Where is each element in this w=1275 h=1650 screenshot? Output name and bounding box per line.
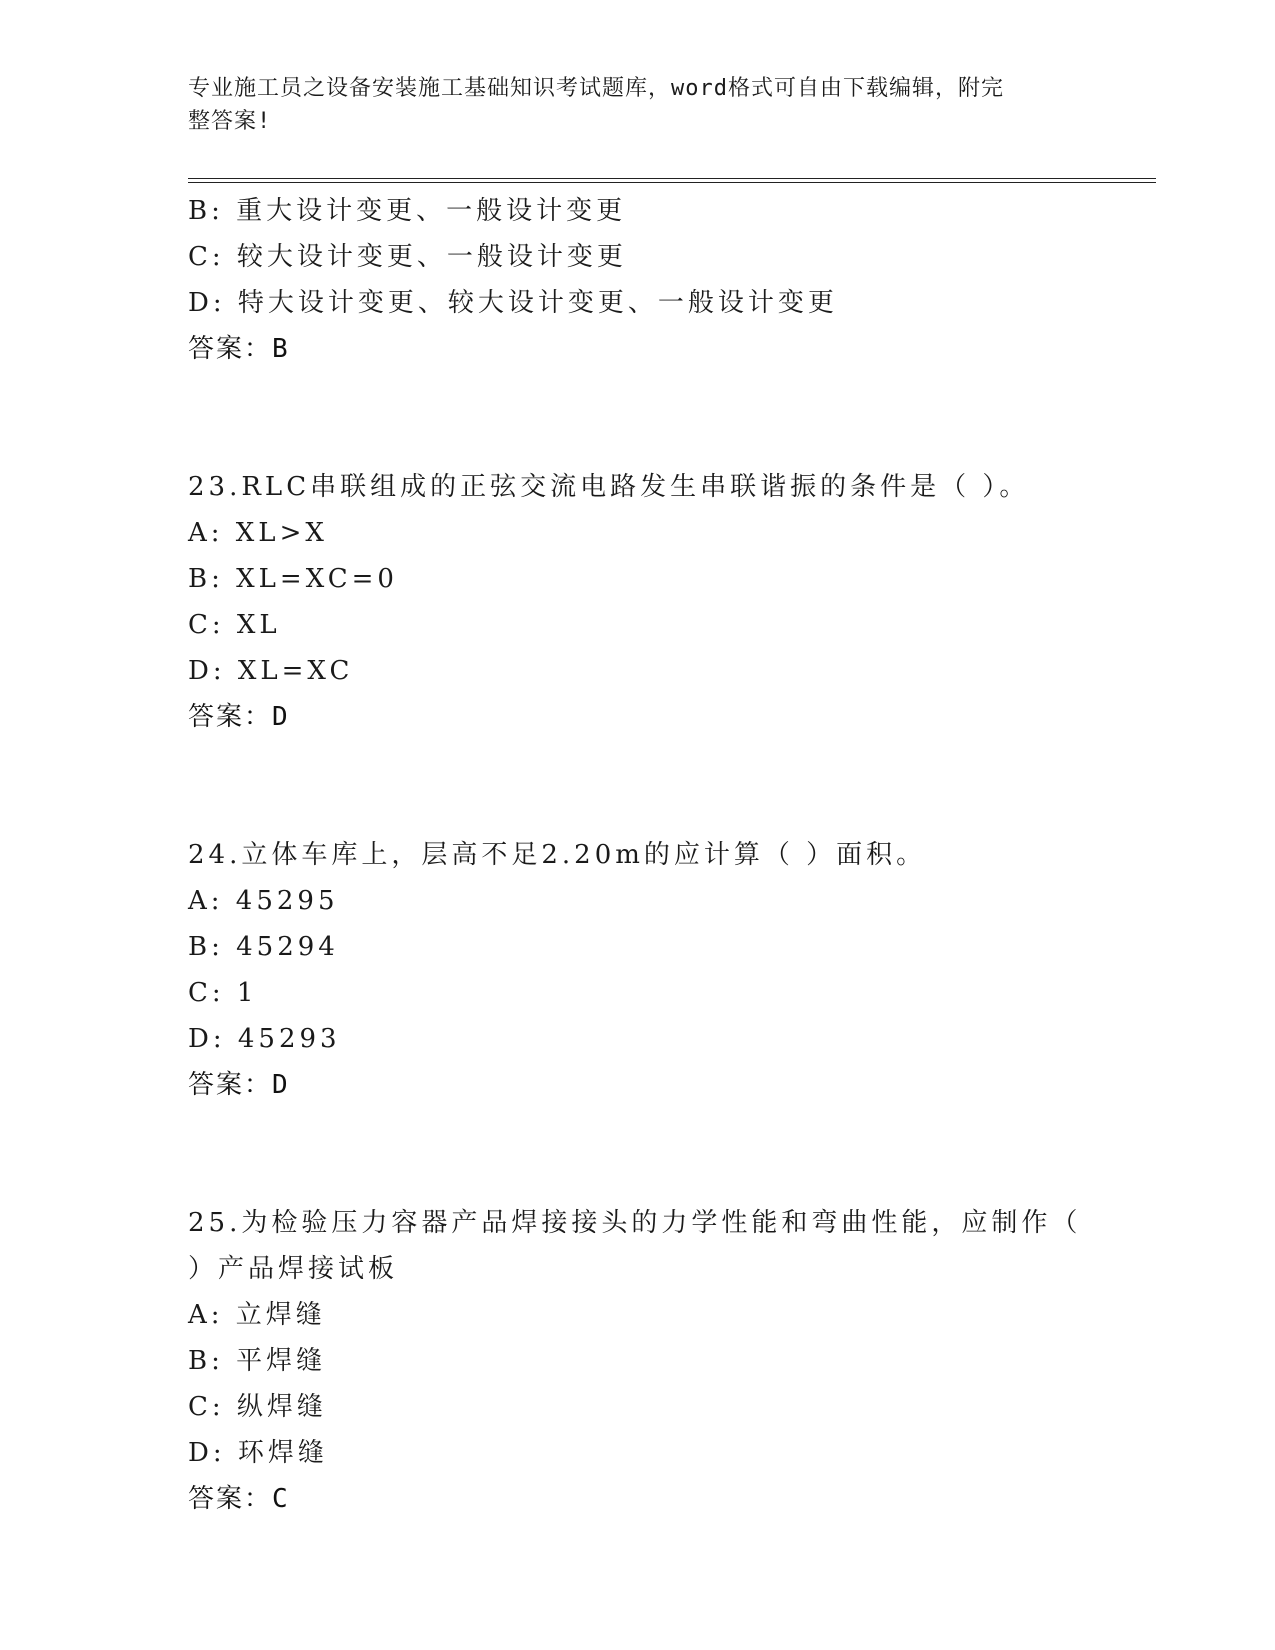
spacer: [188, 1108, 1088, 1200]
question-22-continued: [188, 188, 1088, 372]
answer: 答案：B: [188, 334, 290, 364]
question-text: 24.立体车库上，层高不足2.20m的应计算（ ）面积。: [188, 840, 927, 870]
header-title-line-1: 专业施工员之设备安装施工基础知识考试题库，word格式可自由下载编辑，附完: [188, 76, 1004, 101]
option-c: C: 较大设计变更、一般设计变更: [188, 242, 627, 272]
document-header: [188, 72, 1088, 138]
answer: 答案：D: [188, 702, 290, 732]
option-a: A: XL>X: [188, 518, 328, 548]
option-d: D: 环焊缝: [188, 1438, 328, 1468]
question-23: [188, 464, 1088, 740]
question-25: [188, 1200, 1088, 1522]
question-24: [188, 832, 1088, 1108]
option-d: D: XL=XC: [188, 656, 354, 686]
option-c: C: 1: [188, 978, 258, 1008]
question-list: [188, 188, 1088, 1522]
header-title-line-2: 整答案!: [188, 109, 272, 134]
answer: 答案：D: [188, 1070, 290, 1100]
option-b: B: XL=XC=0: [188, 564, 398, 594]
answer: 答案：C: [188, 1484, 290, 1514]
question-text-line-1: 25.为检验压力容器产品焊接接头的力学性能和弯曲性能，应制作（: [188, 1208, 1082, 1238]
option-d: D: 特大设计变更、较大设计变更、一般设计变更: [188, 288, 838, 318]
question-text-line-2: ）产品焊接试板: [188, 1254, 399, 1284]
option-c: C: 纵焊缝: [188, 1392, 327, 1422]
header-divider-top: [188, 178, 1156, 179]
spacer: [188, 740, 1088, 832]
option-c: C: XL: [188, 610, 281, 640]
option-a: A: 立焊缝: [188, 1300, 326, 1330]
option-a: A: 45295: [188, 886, 339, 916]
question-text: 23.RLC串联组成的正弦交流电路发生串联谐振的条件是（ ）。: [188, 472, 1030, 502]
option-b: B: 平焊缝: [188, 1346, 327, 1376]
spacer: [188, 372, 1088, 464]
header-divider-bottom: [188, 182, 1156, 183]
option-b: B: 45294: [188, 932, 339, 962]
option-d: D: 45293: [188, 1024, 341, 1054]
option-b: B: 重大设计变更、一般设计变更: [188, 196, 627, 226]
